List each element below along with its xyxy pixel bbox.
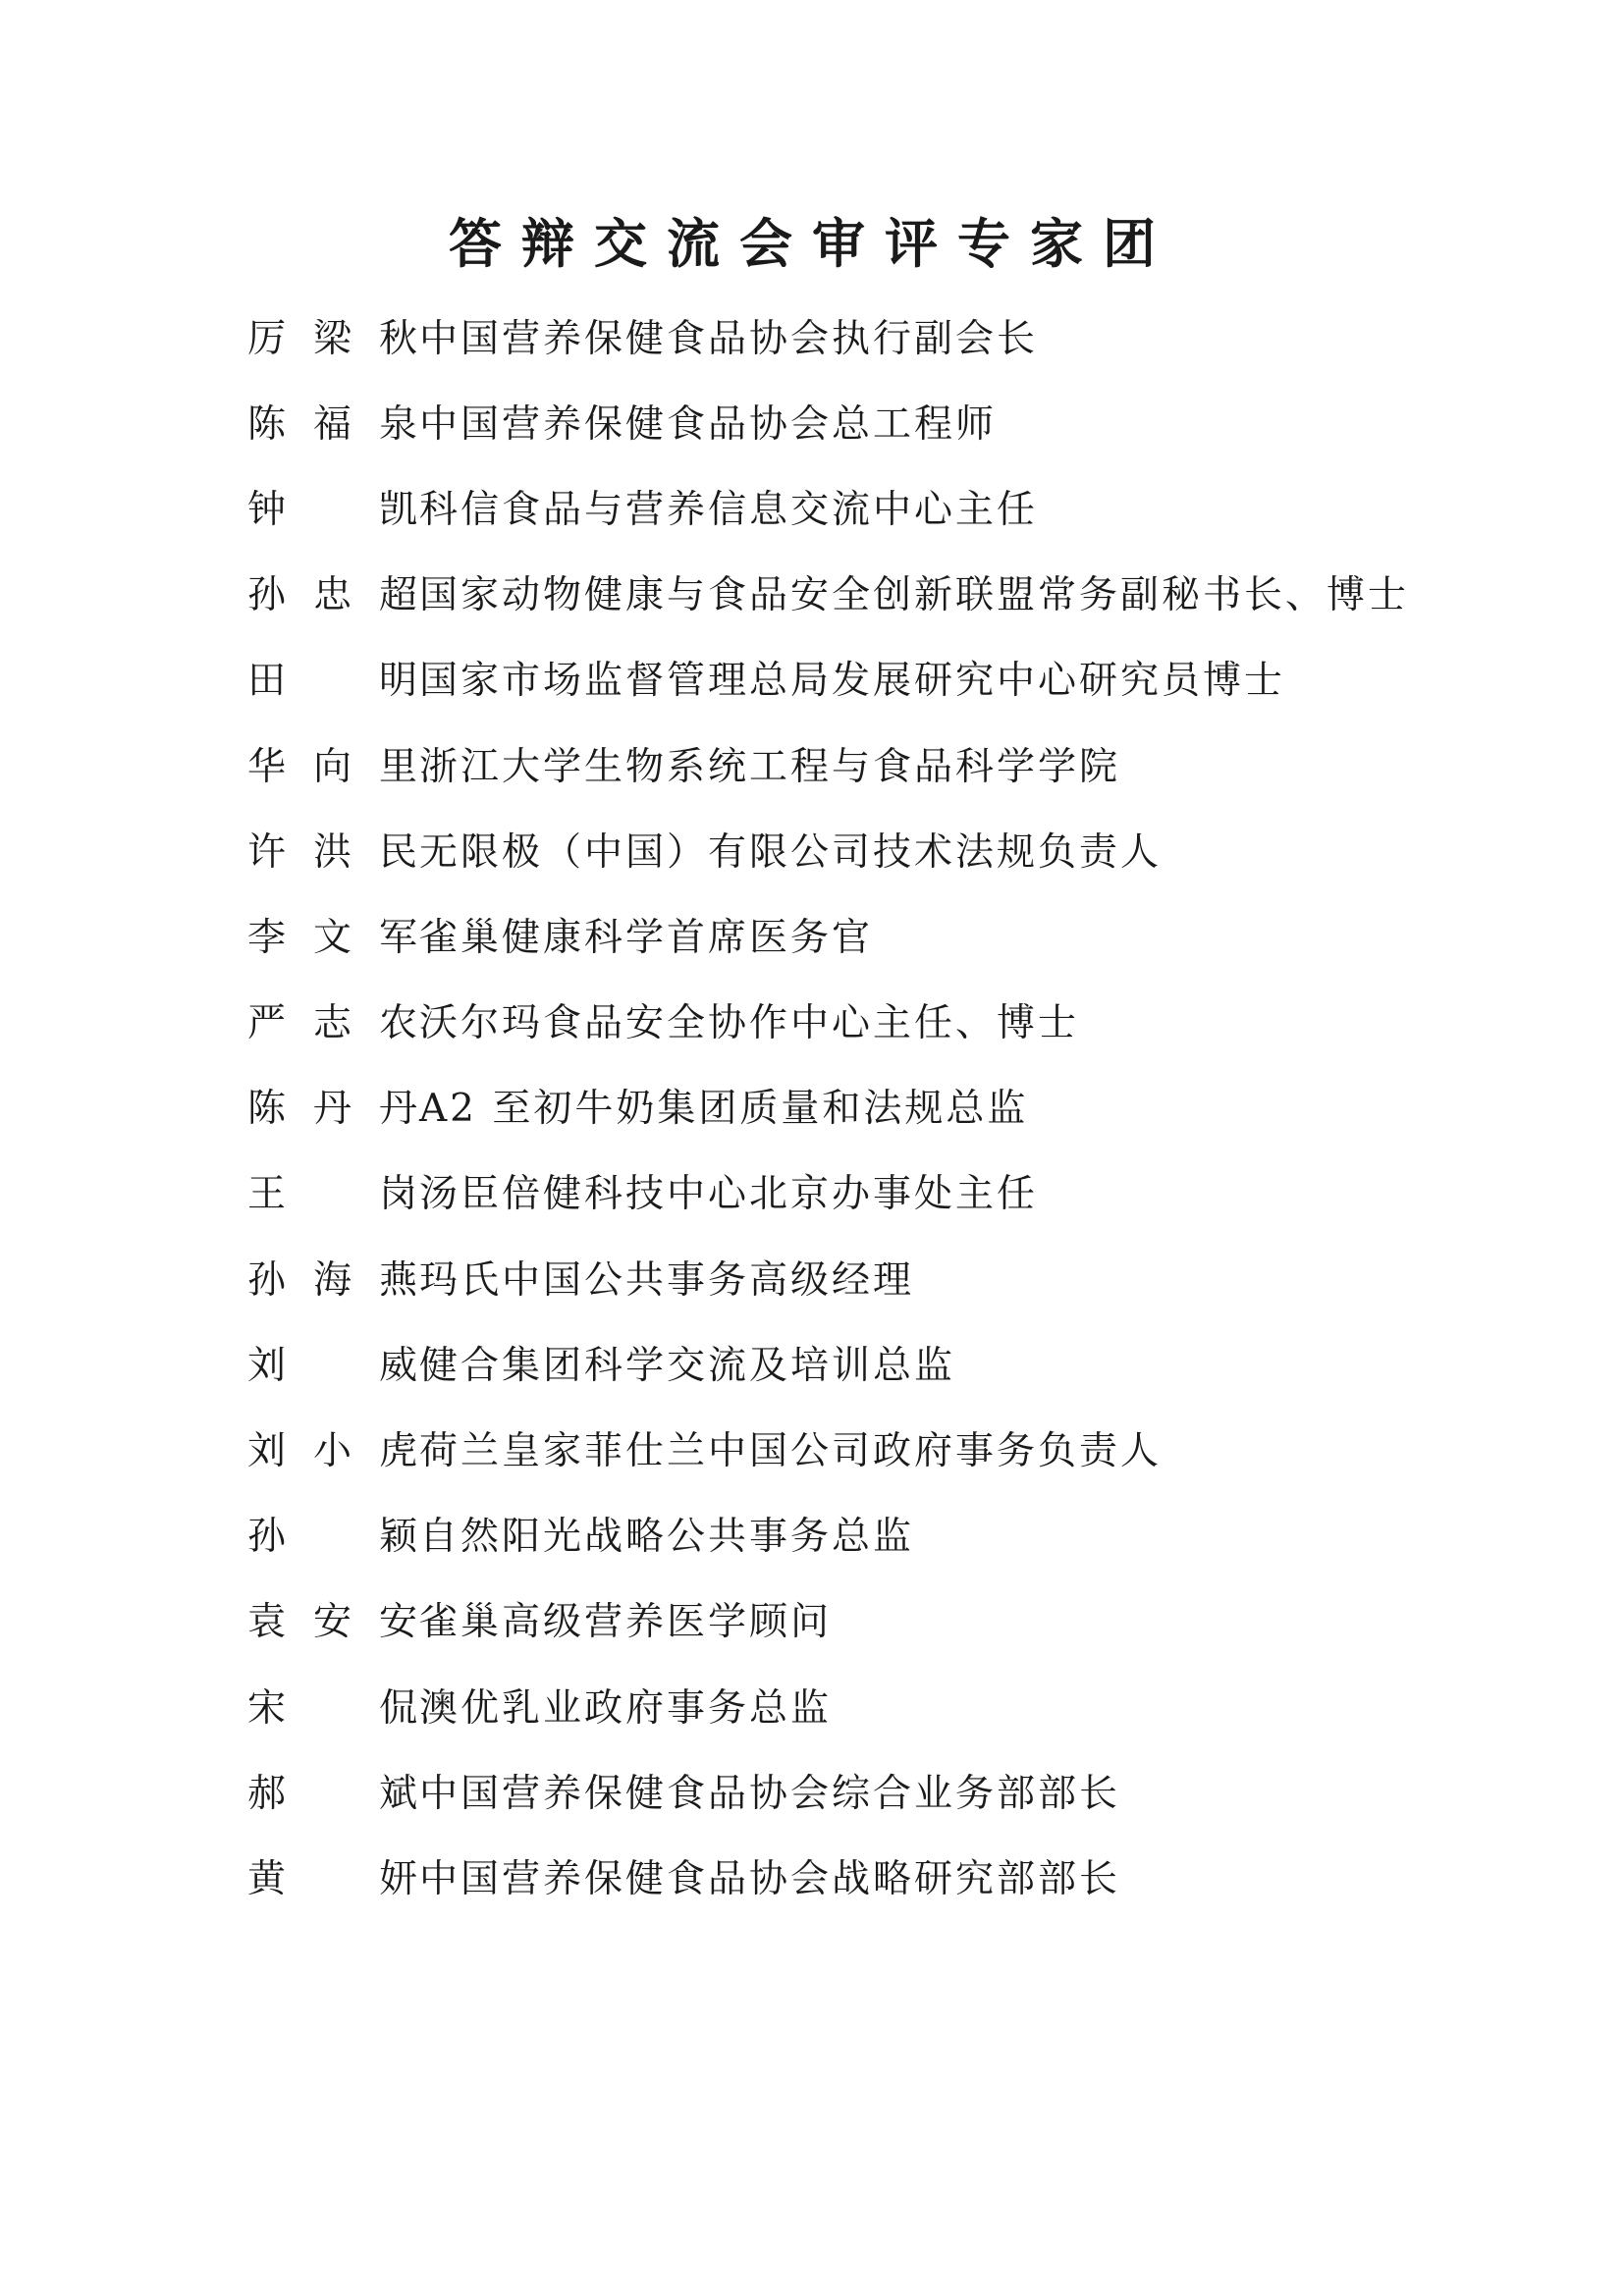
expert-name: 黄 妍 [247, 1856, 419, 1901]
expert-row [247, 1319, 1426, 1405]
expert-name: 田 明 [247, 659, 419, 704]
expert-role: 国家动物健康与食品安全创新联盟常务副秘书长、博士 [419, 573, 1410, 618]
expert-name: 钟 凯 [247, 487, 419, 532]
expert-role: 自然阳光战略公共事务总监 [419, 1515, 915, 1560]
expert-row [247, 1491, 1426, 1576]
expert-row [247, 293, 1426, 378]
expert-name: 华 向 里 [247, 744, 419, 789]
expert-row [247, 1063, 1426, 1148]
expert-role: A2 至初牛奶集团质量和法规总监 [419, 1087, 1029, 1132]
page-title: 答辩交流会审评专家团 [449, 212, 1175, 275]
expert-row [247, 1747, 1426, 1833]
expert-role: 汤臣倍健科技中心北京办事处主任 [419, 1172, 1039, 1217]
expert-role: 中国营养保健食品协会总工程师 [419, 401, 998, 447]
expert-name: 孙 忠 超 [247, 573, 419, 618]
expert-row [247, 1148, 1426, 1234]
expert-role: 健合集团科学交流及培训总监 [419, 1343, 956, 1388]
expert-name: 陈 丹 丹 [247, 1087, 419, 1132]
expert-role: 雀巢高级营养医学顾问 [419, 1600, 833, 1645]
expert-row [247, 1662, 1426, 1747]
expert-row [247, 806, 1426, 891]
expert-row [247, 635, 1426, 721]
expert-role: 玛氏中国公共事务高级经理 [419, 1257, 915, 1303]
expert-row [247, 891, 1426, 977]
expert-name: 李 文 军 [247, 915, 419, 960]
expert-name: 刘 小 虎 [247, 1429, 419, 1474]
expert-row [247, 721, 1426, 806]
expert-row [247, 1576, 1426, 1662]
expert-name: 袁 安 安 [247, 1600, 419, 1645]
expert-role: 中国营养保健食品协会战略研究部部长 [419, 1856, 1121, 1901]
expert-name: 刘 威 [247, 1343, 419, 1388]
expert-role: 沃尔玛食品安全协作中心主任、博士 [419, 1001, 1080, 1046]
expert-row [247, 1833, 1426, 1918]
expert-row [247, 978, 1426, 1063]
expert-role: 无限极（中国）有限公司技术法规负责人 [419, 829, 1163, 875]
expert-role: 荷兰皇家菲仕兰中国公司政府事务负责人 [419, 1429, 1163, 1474]
expert-name: 宋 侃 [247, 1685, 419, 1731]
expert-name: 陈 福 泉 [247, 401, 419, 447]
expert-role: 中国营养保健食品协会执行副会长 [419, 316, 1039, 361]
expert-row [247, 463, 1426, 549]
expert-role: 雀巢健康科学首席医务官 [419, 915, 874, 960]
expert-role: 澳优乳业政府事务总监 [419, 1685, 833, 1731]
expert-role: 中国营养保健食品协会综合业务部部长 [419, 1771, 1121, 1816]
expert-name: 严 志 农 [247, 1001, 419, 1046]
expert-name: 孙 海 燕 [247, 1257, 419, 1303]
expert-name: 孙 颖 [247, 1515, 419, 1560]
expert-role: 浙江大学生物系统工程与食品科学学院 [419, 744, 1121, 789]
expert-role: 科信食品与营养信息交流中心主任 [419, 487, 1039, 532]
expert-name: 许 洪 民 [247, 829, 419, 875]
expert-row [247, 1405, 1426, 1490]
expert-row [247, 378, 1426, 463]
expert-name: 郝 斌 [247, 1771, 419, 1816]
expert-row [247, 1234, 1426, 1319]
expert-row [247, 550, 1426, 635]
expert-list [247, 293, 1426, 1919]
expert-name: 厉 梁 秋 [247, 316, 419, 361]
expert-name: 王 岗 [247, 1172, 419, 1217]
expert-role: 国家市场监督管理总局发展研究中心研究员博士 [419, 659, 1286, 704]
